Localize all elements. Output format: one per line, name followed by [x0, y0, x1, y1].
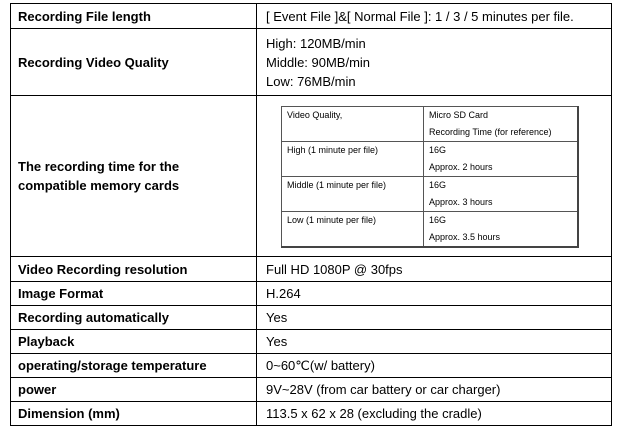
table-row [11, 402, 612, 426]
subtable-row [282, 177, 579, 212]
subtable-card: 16G [429, 180, 447, 190]
subtable-quality: High (1 minute per file) [282, 142, 424, 177]
subtable-card-time [424, 142, 579, 177]
table-row [11, 4, 612, 29]
row-value: 113.5 x 62 x 28 (excluding the cradle) [257, 402, 612, 426]
row-label: operating/storage temperature [11, 354, 257, 378]
subtable-header-card [424, 107, 579, 142]
row-value: H.264 [257, 282, 612, 306]
row-label: Recording automatically [11, 306, 257, 330]
row-value: 0~60℃(w/ battery) [257, 354, 612, 378]
row-label: power [11, 378, 257, 402]
subtable-row [282, 142, 579, 177]
quality-high: High: 120MB/min [266, 35, 366, 51]
row-value: Yes [257, 306, 612, 330]
row-label: Recording File length [11, 4, 257, 29]
row-label: Dimension (mm) [11, 402, 257, 426]
subtable-header [282, 107, 579, 142]
header-time-label: Recording Time (for reference) [429, 127, 552, 137]
row-value [257, 29, 612, 96]
table-row [11, 282, 612, 306]
header-card-label: Micro SD Card [429, 110, 489, 120]
subtable-time: Approx. 3.5 hours [429, 232, 501, 242]
subtable-card-time [424, 212, 579, 248]
table-row [11, 378, 612, 402]
row-value: 9V~28V (from car battery or car charger) [257, 378, 612, 402]
table-row [11, 330, 612, 354]
spec-table [10, 3, 612, 426]
subtable-card: 16G [429, 145, 447, 155]
subtable-header-quality: Video Quality, [282, 107, 424, 142]
subtable-row [282, 212, 579, 248]
table-row [11, 96, 612, 257]
row-label: Playback [11, 330, 257, 354]
subtable-quality: Middle (1 minute per file) [282, 177, 424, 212]
recording-time-subtable [281, 106, 579, 248]
subtable-card-time [424, 177, 579, 212]
row-value: Full HD 1080P @ 30fps [257, 257, 612, 282]
row-label: Image Format [11, 282, 257, 306]
table-row [11, 306, 612, 330]
table-row [11, 354, 612, 378]
subtable-card: 16G [429, 215, 447, 225]
row-value [257, 96, 612, 257]
subtable-quality: Low (1 minute per file) [282, 212, 424, 248]
subtable-time: Approx. 2 hours [429, 162, 493, 172]
row-label: Video Recording resolution [11, 257, 257, 282]
row-label: Recording Video Quality [11, 29, 257, 96]
table-row [11, 257, 612, 282]
row-value: [ Event File ]&[ Normal File ]: 1 / 3 / 5 minutes per file. [257, 4, 612, 29]
row-value: Yes [257, 330, 612, 354]
subtable-time: Approx. 3 hours [429, 197, 493, 207]
quality-middle: Middle: 90MB/min [266, 54, 371, 70]
row-label: The recording time for the compatible memory cards [11, 96, 257, 257]
table-row [11, 29, 612, 96]
quality-low: Low: 76MB/min [266, 73, 356, 89]
